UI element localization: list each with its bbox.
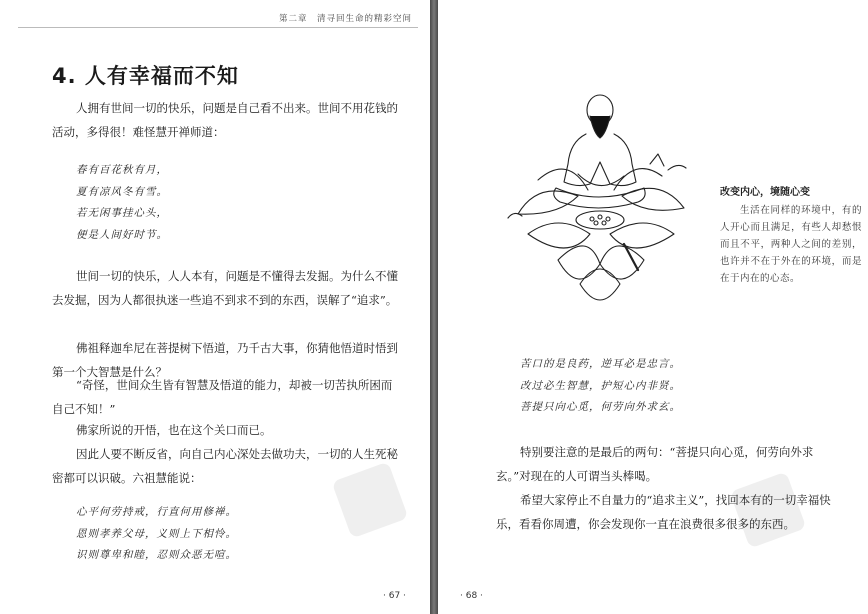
- running-head: 第二章 清寻回生命的精彩空间: [278, 14, 412, 24]
- paragraph-3: 佛祖释迦牟尼在菩提树下悟道，乃千古大事，你猜他悟道时悟到第一个大智慧是什么？: [52, 341, 398, 379]
- left-page: [0, 0, 430, 614]
- poem-line: 苦口的是良药，逆耳必是忠言。: [520, 358, 681, 370]
- poem-2: [76, 502, 237, 567]
- poem-3: [520, 354, 681, 419]
- poem-line: 恩则孝养父母，义则上下相怜。: [76, 527, 237, 540]
- paragraph-1: 人拥有世间一切的快乐，问题是自己看不出来。世间不用花钱的活动，多得很！难怪慧开禅师道：: [52, 101, 398, 139]
- page-number: · 68 ·: [460, 591, 483, 601]
- paragraph-6: 因此人要不断反省，向自己内心深处去做功夫，一切的人生死秘密都可以识破。六祖慧能说：: [52, 447, 398, 485]
- poem-line: 若无闲事挂心头，: [76, 207, 168, 219]
- book-gutter: [430, 0, 438, 614]
- section-title: 4. 人有幸福而不知: [52, 64, 239, 88]
- poem-line: 便是人间好时节。: [76, 228, 168, 241]
- buddha-lotus-illustration: [498, 84, 694, 320]
- page-number: · 67 ·: [383, 591, 406, 601]
- poem-line: 菩提只向心觅，何劳向外求玄。: [520, 401, 681, 413]
- paragraph-4: “奇怪，世间众生皆有智慧及悟道的能力，却被一切苦执所困而自己不知！”: [52, 378, 393, 416]
- poem-line: 识则尊卑和睦，忍则众恶无喧。: [76, 549, 237, 561]
- caption-body: 生活在同样的环境中，有的人开心而且满足，有些人却愁恨而且不平，两种人之间的差别，也许并不在于外在的环境，而是在于内在的心态。: [720, 205, 862, 284]
- poem-line: 心平何劳持戒，行直何用修禅。: [76, 506, 237, 518]
- poem-line: 改过必生智慧，护短心内非贤。: [520, 379, 681, 392]
- poem-line: 春有百花秋有月，: [76, 164, 168, 176]
- paragraph-8: 希望大家停止不自量力的“追求主义”，找回本有的一切幸福快乐，看看你周遭，你会发现你一直在浪费很多很多的东西。: [496, 493, 831, 531]
- poem-line: 夏有凉风冬有雪。: [76, 185, 168, 198]
- paragraph-7: 特别要注意的是最后的两句：“菩提只向心觅，何劳向外求玄。”对现在的人可谓当头棒喝。: [496, 445, 814, 483]
- caption-title: 改变内心，境随心变: [720, 187, 810, 198]
- paragraph-2: 世间一切的快乐，人人本有，问题是不懂得去发掘。为什么不懂去发掘，因为人都很执迷一些追不到求不到的东西，误解了“追求”。: [52, 269, 398, 307]
- header-rule: [18, 27, 418, 28]
- poem-1: [76, 160, 168, 246]
- right-page: [438, 0, 868, 614]
- paragraph-5: 佛家所说的开悟，也在这个关口而已。: [76, 423, 272, 437]
